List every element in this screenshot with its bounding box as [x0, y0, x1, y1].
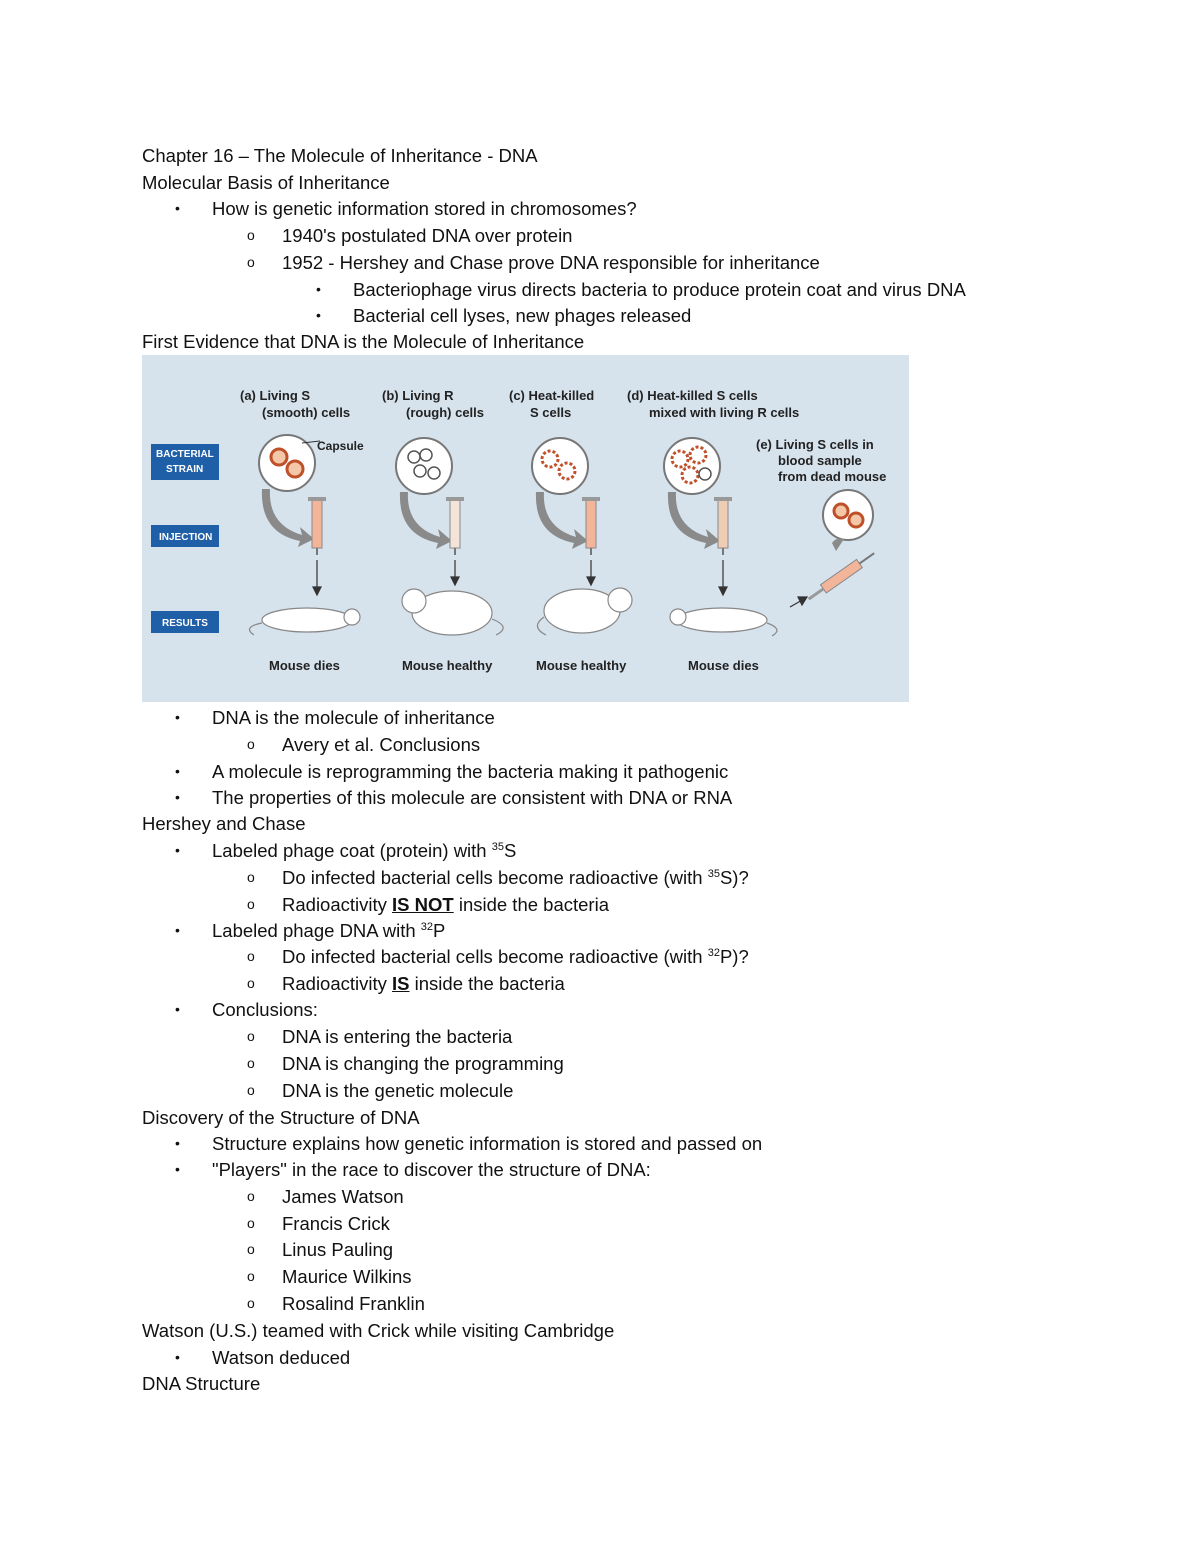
bullet-disc: • — [175, 842, 180, 858]
bullet-disc: • — [175, 789, 180, 805]
cells-c-icon — [532, 438, 588, 494]
side-label: BACTERIAL — [156, 449, 214, 460]
section-heading: Discovery of the Structure of DNA — [142, 1107, 420, 1128]
bullet-disc: • — [175, 1001, 180, 1017]
bullet-disc: • — [175, 709, 180, 725]
cells-e-icon — [823, 490, 873, 540]
side-label: INJECTION — [159, 532, 213, 543]
cells-a-icon — [259, 435, 320, 491]
bullet-circle: o — [247, 1082, 255, 1098]
syringe-icon — [582, 497, 600, 555]
bullet-disc: • — [175, 763, 180, 779]
bullet-disc: • — [175, 1349, 180, 1365]
section-heading: Watson (U.S.) teamed with Crick while visiting Cambridge — [142, 1320, 615, 1341]
section-heading: DNA Structure — [142, 1373, 261, 1394]
bullet-circle: o — [247, 1055, 255, 1071]
figure-illustration — [142, 355, 909, 702]
bullet-disc: • — [175, 922, 180, 938]
mouse-healthy-icon — [402, 589, 503, 635]
mouse-dead-icon — [670, 608, 777, 636]
bullet-disc: • — [175, 1135, 180, 1151]
panel-e-label: blood sample — [778, 453, 862, 468]
side-label: RESULTS — [162, 618, 208, 629]
result-label: Mouse healthy — [402, 658, 493, 673]
bullet-circle: o — [247, 1268, 255, 1284]
panel-c-label: (c) Heat-killed — [509, 388, 595, 403]
panel-d-label: (d) Heat-killed S cells — [627, 388, 758, 403]
mouse-healthy-icon — [537, 588, 632, 635]
side-label: STRAIN — [166, 464, 204, 475]
bullet-circle: o — [247, 975, 255, 991]
bullet-disc: • — [175, 200, 180, 216]
document-page: Chapter 16 – The Molecule of Inheritance - DNA Molecular Basis of Inheritance • How is genetic information stored in chromosomes? o 1940's postulated DNA over protein o 1952 - Hershey and Chase prove DNA responsible for inheritance • Bacteriophage virus directs bacteria to produce protein coat and virus DNA • Bacterial cell lyses, new phages released First Evidence that DNA is the Molecule of Inheritance BACTERIAL STRAIN INJECTION RESULTS (a) Living S (smooth) cells (b) Living R (rough) cells (c) Heat-killed S cells (d) Heat-killed S cells mixed with living R cells (e) Living S cells in blood sample from dead mouse Capsule Mouse dies Mouse healthy Mouse healthy Mouse dies • DNA is the molecule of inheritance o Avery et al. Conclusions • A molecule is reprogramming the bacteria making it pathogenic • The properties of this molecule are consistent with DNA or RNA Hershey and Chase • Labeled phage coat (protein) with $^{35}$S o Do infected bacterial cells become radioactive (with $^{35}$S)? o Radioactivity IS NOT inside the bacteria • Labeled phage DNA with $^{32}$P o Do infected bacterial cells become radioactive (with $^{32}$P)? o Radioactivity IS inside the bacteria • Conclusions: o DNA is entering the bacteria o DNA is changing the programming o DNA is the genetic molecule Discovery of the Structure of DNA • Structure explains how genetic information is stored and passed on • "Players" in the race to discover the structure of DNA: o James Watson o Francis Crick o Linus Pauling o Maurice Wilkins o Rosalind Franklin Watson (U.S.) teamed with Crick while visiting Cambridge • Watson deduced DNA Structure — [0, 0, 1200, 1553]
panel-e-label: from dead mouse — [778, 469, 887, 484]
panel-d-label: mixed with living R cells — [649, 405, 800, 420]
mouse-dead-icon — [250, 608, 361, 635]
panel-b-label: (rough) cells — [406, 405, 485, 420]
capsule-label: Capsule — [317, 439, 364, 453]
syringe-icon — [806, 549, 877, 603]
bullet-disc: • — [175, 1161, 180, 1177]
panel-a-label: (smooth) cells — [262, 405, 351, 420]
bullet-circle: o — [247, 1028, 255, 1044]
bullet-circle: o — [247, 736, 255, 752]
result-label: Mouse healthy — [536, 658, 627, 673]
section-heading: Molecular Basis of Inheritance — [142, 172, 390, 193]
bullet-disc: • — [316, 281, 321, 297]
syringe-icon — [308, 497, 326, 555]
panel-b-label: (b) Living R — [382, 388, 454, 403]
syringe-icon — [446, 497, 464, 555]
panel-e-label: (e) Living S cells in — [756, 437, 874, 452]
bullet-circle: o — [247, 227, 255, 243]
syringe-icon — [714, 497, 732, 555]
curved-arrows-icon — [262, 489, 844, 551]
result-label: Mouse dies — [688, 658, 759, 673]
section-heading: First Evidence that DNA is the Molecule of Inheritance — [142, 331, 585, 352]
bullet-circle: o — [247, 869, 255, 885]
result-label: Mouse dies — [269, 658, 340, 673]
panel-c-label: S cells — [530, 405, 572, 420]
bullet-disc: • — [316, 307, 321, 323]
bullet-circle: o — [247, 948, 255, 964]
bullet-circle: o — [247, 1241, 255, 1257]
cells-b-icon — [396, 438, 452, 494]
bullet-circle: o — [247, 1295, 255, 1311]
bullet-circle: o — [247, 1188, 255, 1204]
bullet-circle: o — [247, 1215, 255, 1231]
panel-a-label: (a) Living S — [240, 388, 311, 403]
griffith-experiment-figure — [142, 355, 909, 702]
bullet-circle: o — [247, 254, 255, 270]
section-heading: Hershey and Chase — [142, 813, 306, 834]
chapter-title: Chapter 16 – The Molecule of Inheritance - DNA — [142, 145, 538, 166]
bullet-circle: o — [247, 896, 255, 912]
cells-d-icon — [664, 438, 720, 494]
